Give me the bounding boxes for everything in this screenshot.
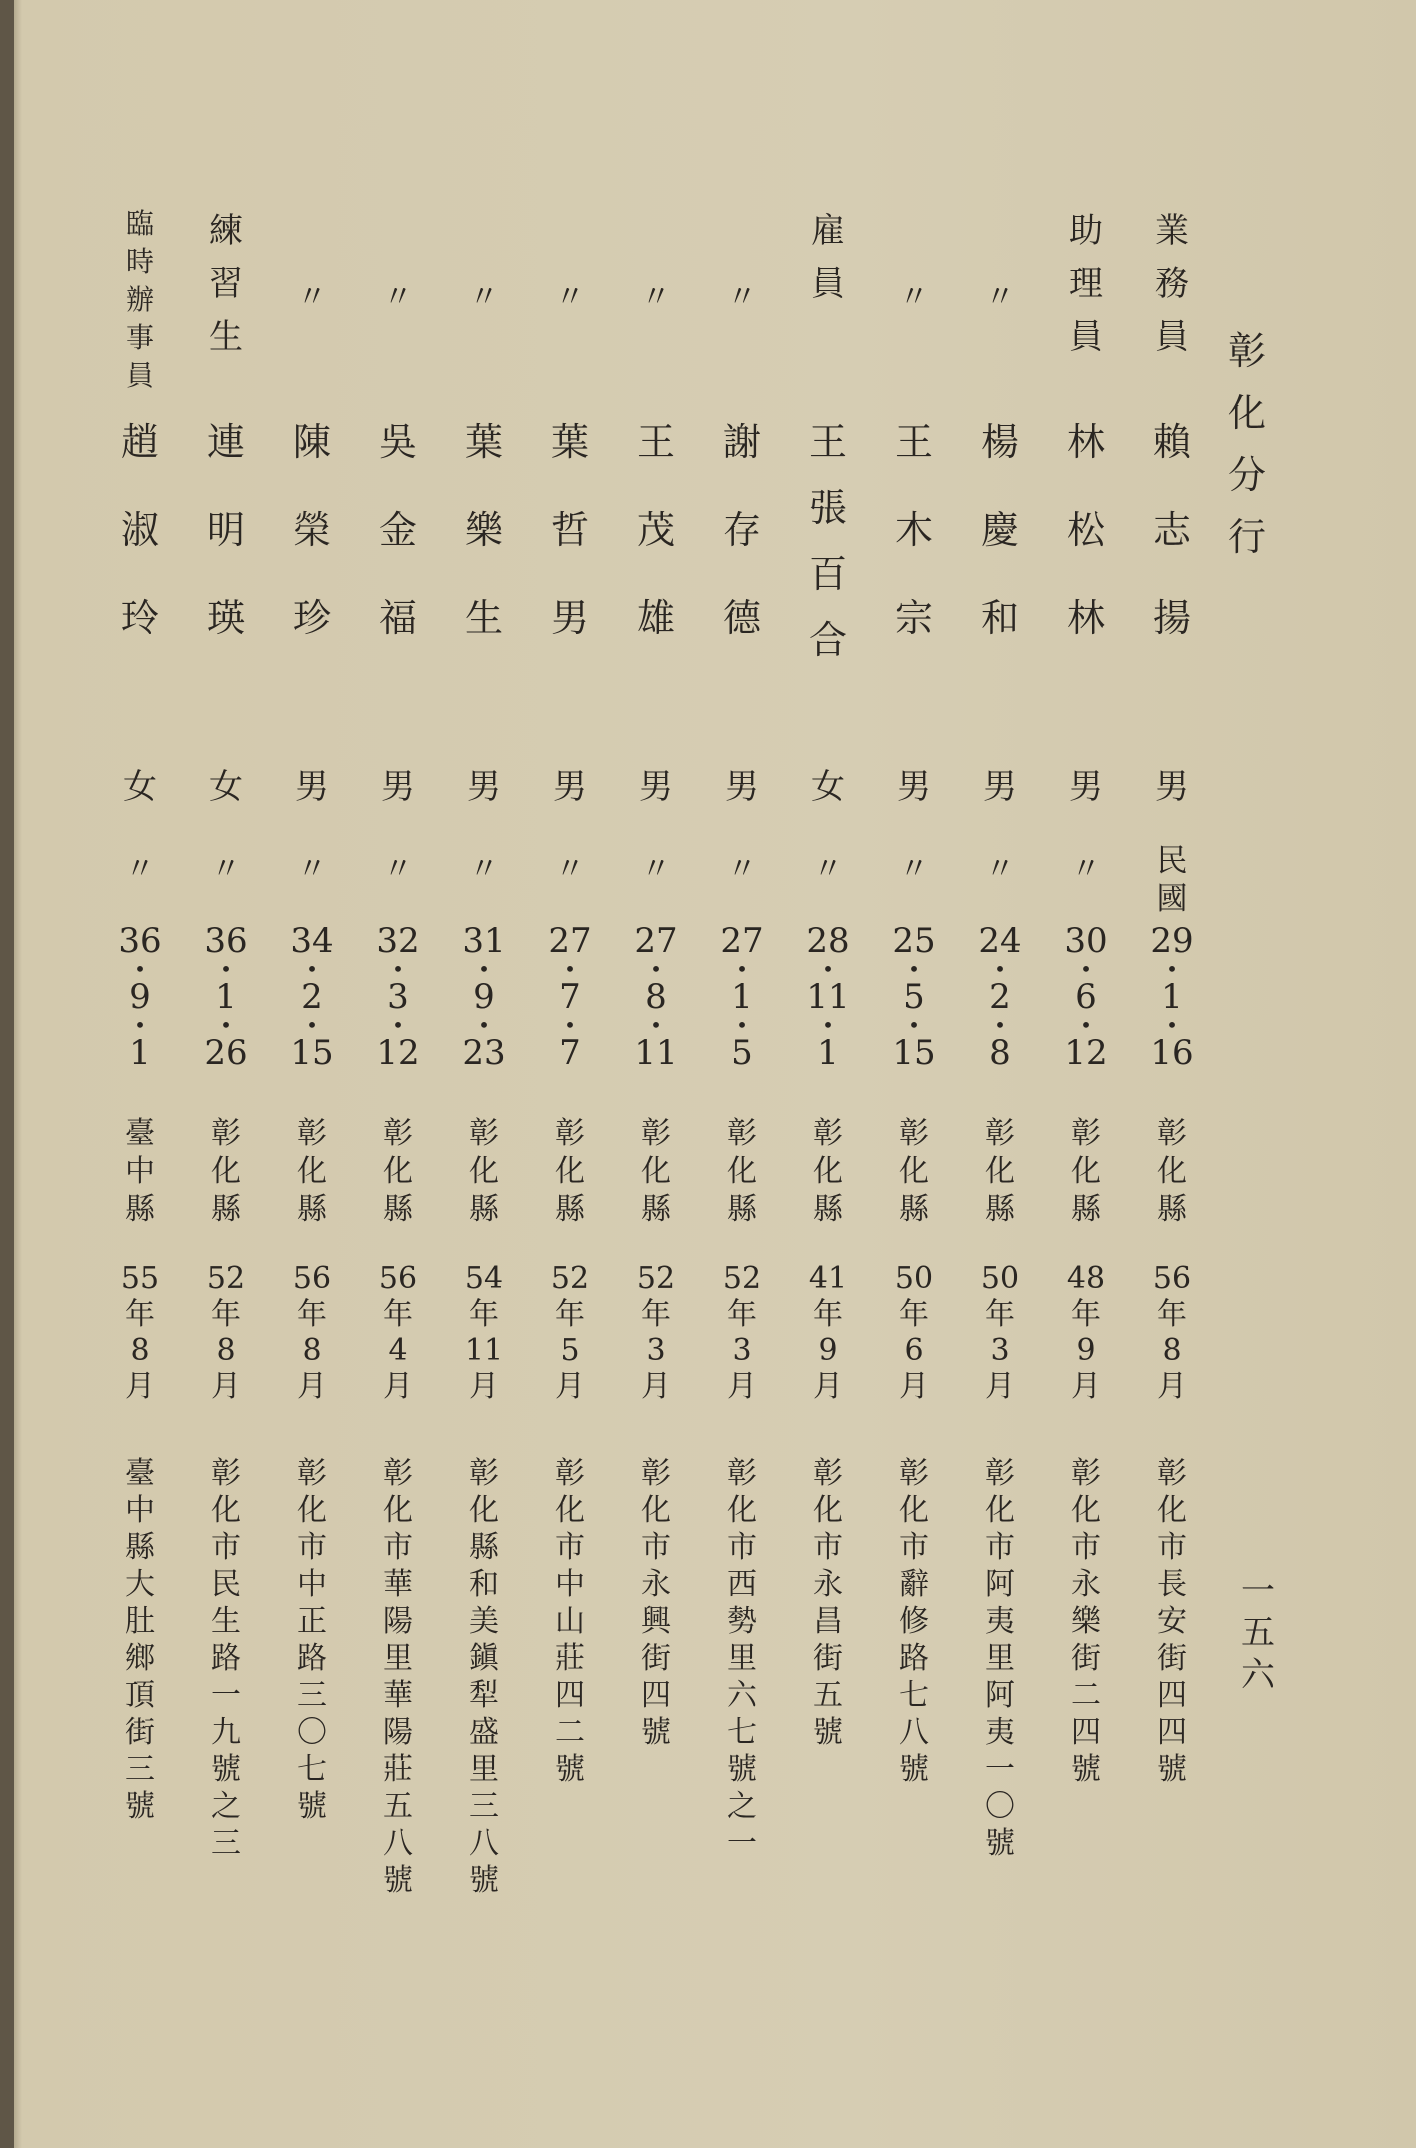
- hire-year: 56: [1152, 1261, 1192, 1296]
- month-unit: 月: [211, 1369, 241, 1404]
- date-separator: •: [478, 957, 490, 981]
- birth-date-part: 30: [1064, 921, 1108, 961]
- date-separator: •: [822, 957, 834, 981]
- hire-year: 52: [206, 1261, 246, 1296]
- staff-sex: 女: [123, 767, 157, 807]
- birth-date-part: 9: [473, 977, 495, 1017]
- date-separator: •: [908, 957, 920, 981]
- month-unit: 月: [727, 1369, 757, 1404]
- home-address: 彰 化 市 中 山 莊 四 二 號: [555, 1456, 585, 1787]
- hire-year: 50: [980, 1261, 1020, 1296]
- native-place: 臺 中 縣: [125, 1116, 155, 1227]
- year-unit: 年: [469, 1297, 499, 1332]
- birth-date-part: 26: [204, 1033, 248, 1073]
- staff-sex: 男: [1155, 767, 1189, 807]
- hire-year: 48: [1066, 1261, 1106, 1296]
- date-separator: •: [564, 957, 576, 981]
- year-unit: 年: [383, 1297, 413, 1332]
- dob-prefix: 〃: [1071, 852, 1101, 887]
- birth-date: [452, 920, 516, 1074]
- staff-sex: 男: [725, 767, 759, 807]
- hire-date: [366, 1262, 430, 1406]
- home-address: 彰 化 市 中 正 路 三 〇 七 號: [297, 1456, 327, 1824]
- roster-column: [280, 0, 344, 2148]
- home-address: 臺 中 縣 大 肚 鄉 頂 街 三 號: [125, 1456, 155, 1824]
- staff-sex: 男: [295, 767, 329, 807]
- hire-date: [538, 1262, 602, 1406]
- staff-sex: 男: [639, 767, 673, 807]
- staff-sex: 男: [467, 767, 501, 807]
- year-unit: 年: [555, 1297, 585, 1332]
- hire-date: [1054, 1262, 1118, 1406]
- roster-column: [1140, 0, 1204, 2148]
- hire-date: [710, 1262, 774, 1406]
- staff-title: 臨 時 辦 事 員: [125, 207, 154, 392]
- home-address: 彰 化 市 永 昌 街 五 號: [813, 1456, 843, 1750]
- birth-date-part: 11: [634, 1033, 678, 1073]
- birth-date: [1140, 920, 1204, 1074]
- home-address: 彰 化 市 華 陽 里 華 陽 莊 五 八 號: [383, 1456, 413, 1898]
- home-address: 彰 化 市 辭 修 路 七 八 號: [899, 1456, 929, 1787]
- staff-name: 葉 哲 男: [550, 420, 589, 640]
- roster-column: [624, 0, 688, 2148]
- staff-title: 〃: [899, 280, 929, 315]
- home-address: 彰 化 市 永 興 街 四 號: [641, 1456, 671, 1750]
- native-place: 彰 化 縣: [641, 1116, 671, 1227]
- birth-date: [796, 920, 860, 1074]
- dob-prefix: 〃: [211, 852, 241, 887]
- hire-year: 55: [120, 1261, 160, 1296]
- birth-date-part: 7: [559, 977, 581, 1017]
- roster-column: [538, 0, 602, 2148]
- birth-date-part: 27: [634, 921, 678, 961]
- native-place: 彰 化 縣: [985, 1116, 1015, 1227]
- birth-date: [108, 920, 172, 1074]
- birth-date-part: 1: [817, 1033, 839, 1073]
- month-unit: 月: [985, 1369, 1015, 1404]
- year-unit: 年: [1157, 1297, 1187, 1332]
- native-place: 彰 化 縣: [211, 1116, 241, 1227]
- birth-date-part: 31: [462, 921, 506, 961]
- dob-prefix: 〃: [985, 852, 1015, 887]
- birth-date: [624, 920, 688, 1074]
- date-separator: •: [134, 957, 146, 981]
- dob-prefix: 〃: [727, 852, 757, 887]
- birth-date: [538, 920, 602, 1074]
- date-separator: •: [822, 1013, 834, 1037]
- hire-year: 54: [464, 1261, 504, 1296]
- native-place: 彰 化 縣: [813, 1116, 843, 1227]
- birth-date-part: 7: [559, 1033, 581, 1073]
- month-unit: 月: [383, 1369, 413, 1404]
- roster-column: [882, 0, 946, 2148]
- staff-name: 王 張 百 合: [808, 420, 847, 662]
- staff-title: 〃: [727, 280, 757, 315]
- birth-date: [1054, 920, 1118, 1074]
- staff-title: 〃: [383, 280, 413, 315]
- hire-month: 11: [464, 1333, 504, 1368]
- month-unit: 月: [555, 1369, 585, 1404]
- staff-name: 楊 慶 和: [980, 420, 1019, 640]
- staff-title: 助 理 員: [1069, 211, 1103, 357]
- year-unit: 年: [727, 1297, 757, 1332]
- hire-date: [452, 1262, 516, 1406]
- staff-sex: 男: [897, 767, 931, 807]
- month-unit: 月: [813, 1369, 843, 1404]
- month-unit: 月: [469, 1369, 499, 1404]
- roster-column: [968, 0, 1032, 2148]
- roster-column: [366, 0, 430, 2148]
- native-place: 彰 化 縣: [727, 1116, 757, 1227]
- date-separator: •: [220, 957, 232, 981]
- birth-date: [882, 920, 946, 1074]
- birth-date-part: 9: [129, 977, 151, 1017]
- hire-date: [796, 1262, 860, 1406]
- birth-date-part: 11: [806, 977, 850, 1017]
- birth-date-part: 15: [892, 1033, 936, 1073]
- dob-prefix: 〃: [383, 852, 413, 887]
- hire-date: [882, 1262, 946, 1406]
- birth-date: [710, 920, 774, 1074]
- staff-title: 〃: [297, 280, 327, 315]
- date-separator: •: [1080, 957, 1092, 981]
- hire-date: [624, 1262, 688, 1406]
- birth-date-part: 1: [1161, 977, 1183, 1017]
- staff-sex: 女: [811, 767, 845, 807]
- birth-date-part: 1: [731, 977, 753, 1017]
- staff-name: 葉 樂 生: [464, 420, 503, 640]
- staff-title: 業 務 員: [1155, 211, 1189, 357]
- hire-year: 56: [292, 1261, 332, 1296]
- hire-month: 9: [1076, 1333, 1096, 1368]
- month-unit: 月: [125, 1369, 155, 1404]
- birth-date-part: 1: [215, 977, 237, 1017]
- birth-date-part: 36: [204, 921, 248, 961]
- hire-month: 3: [990, 1333, 1010, 1368]
- staff-name: 趙 淑 玲: [120, 420, 159, 640]
- hire-date: [280, 1262, 344, 1406]
- birth-date-part: 16: [1150, 1033, 1194, 1073]
- year-unit: 年: [899, 1297, 929, 1332]
- birth-date-part: 2: [301, 977, 323, 1017]
- hire-month: 8: [302, 1333, 322, 1368]
- birth-date-part: 2: [989, 977, 1011, 1017]
- month-unit: 月: [641, 1369, 671, 1404]
- hire-month: 8: [1162, 1333, 1182, 1368]
- birth-date-part: 5: [903, 977, 925, 1017]
- staff-name: 連 明 瑛: [206, 420, 245, 640]
- staff-sex: 女: [209, 767, 243, 807]
- staff-title: 練 習 生: [209, 211, 243, 357]
- hire-month: 9: [818, 1333, 838, 1368]
- birth-date-part: 12: [376, 1033, 420, 1073]
- native-place: 彰 化 縣: [1157, 1116, 1187, 1227]
- birth-date-part: 27: [720, 921, 764, 961]
- birth-date-part: 32: [376, 921, 420, 961]
- year-unit: 年: [985, 1297, 1015, 1332]
- hire-date: [968, 1262, 1032, 1406]
- birth-date: [194, 920, 258, 1074]
- month-unit: 月: [1157, 1369, 1187, 1404]
- staff-title: 雇 員: [811, 211, 845, 304]
- native-place: 彰 化 縣: [1071, 1116, 1101, 1227]
- hire-month: 6: [904, 1333, 924, 1368]
- date-separator: •: [1166, 957, 1178, 981]
- hire-month: 3: [646, 1333, 666, 1368]
- hire-year: 56: [378, 1261, 418, 1296]
- roster-column: [452, 0, 516, 2148]
- date-separator: •: [994, 957, 1006, 981]
- staff-name: 王 木 宗: [894, 420, 933, 640]
- roster-column: [108, 0, 172, 2148]
- year-unit: 年: [211, 1297, 241, 1332]
- date-separator: •: [1080, 1013, 1092, 1037]
- year-unit: 年: [1071, 1297, 1101, 1332]
- roster-column: [1054, 0, 1118, 2148]
- dob-prefix: 〃: [813, 852, 843, 887]
- date-separator: •: [392, 957, 404, 981]
- native-place: 彰 化 縣: [297, 1116, 327, 1227]
- date-separator: •: [564, 1013, 576, 1037]
- home-address: 彰 化 市 長 安 街 四 四 號: [1157, 1456, 1187, 1787]
- hire-date: [108, 1262, 172, 1406]
- birth-date-part: 23: [462, 1033, 506, 1073]
- dob-prefix: 〃: [297, 852, 327, 887]
- birth-date: [968, 920, 1032, 1074]
- staff-title: 〃: [641, 280, 671, 315]
- month-unit: 月: [1071, 1369, 1101, 1404]
- native-place: 彰 化 縣: [555, 1116, 585, 1227]
- birth-date-part: 8: [989, 1033, 1011, 1073]
- hire-year: 52: [636, 1261, 676, 1296]
- hire-month: 8: [130, 1333, 150, 1368]
- dob-prefix: 〃: [555, 852, 585, 887]
- hire-year: 52: [722, 1261, 762, 1296]
- staff-title: 〃: [555, 280, 585, 315]
- date-separator: •: [650, 957, 662, 981]
- dob-prefix: 〃: [641, 852, 671, 887]
- birth-date-part: 28: [806, 921, 850, 961]
- staff-name: 王 茂 雄: [636, 420, 675, 640]
- birth-date-part: 5: [731, 1033, 753, 1073]
- dob-prefix: 〃: [469, 852, 499, 887]
- roster-column: [710, 0, 774, 2148]
- birth-date: [280, 920, 344, 1074]
- staff-name: 吳 金 福: [378, 420, 417, 640]
- hire-year: 50: [894, 1261, 934, 1296]
- home-address: 彰 化 市 西 勢 里 六 七 號 之 一: [727, 1456, 757, 1861]
- staff-sex: 男: [553, 767, 587, 807]
- birth-date-part: 3: [387, 977, 409, 1017]
- hire-year: 52: [550, 1261, 590, 1296]
- date-separator: •: [736, 957, 748, 981]
- date-separator: •: [478, 1013, 490, 1037]
- home-address: 彰 化 縣 和 美 鎭 犁 盛 里 三 八 號: [469, 1456, 499, 1898]
- hire-year: 41: [808, 1261, 848, 1296]
- staff-name: 陳 榮 珍: [292, 420, 331, 640]
- dob-prefix: 〃: [125, 852, 155, 887]
- month-unit: 月: [297, 1369, 327, 1404]
- date-separator: •: [736, 1013, 748, 1037]
- year-unit: 年: [125, 1297, 155, 1332]
- date-separator: •: [134, 1013, 146, 1037]
- date-separator: •: [392, 1013, 404, 1037]
- date-separator: •: [306, 1013, 318, 1037]
- staff-sex: 男: [1069, 767, 1103, 807]
- staff-name: 謝 存 德: [722, 420, 761, 640]
- birth-date-part: 29: [1150, 921, 1194, 961]
- birth-date-part: 27: [548, 921, 592, 961]
- birth-date-part: 12: [1064, 1033, 1108, 1073]
- roster-column: [796, 0, 860, 2148]
- birth-date-part: 36: [118, 921, 162, 961]
- birth-date-part: 8: [645, 977, 667, 1017]
- page-number: 一 五 六: [1241, 1571, 1275, 1695]
- hire-month: 8: [216, 1333, 236, 1368]
- native-place: 彰 化 縣: [899, 1116, 929, 1227]
- staff-title: 〃: [985, 280, 1015, 315]
- birth-date-part: 34: [290, 921, 334, 961]
- date-separator: •: [650, 1013, 662, 1037]
- book-spine-shadow: [0, 0, 14, 2148]
- date-separator: •: [306, 957, 318, 981]
- staff-sex: 男: [381, 767, 415, 807]
- hire-month: 4: [388, 1333, 408, 1368]
- year-unit: 年: [813, 1297, 843, 1332]
- birth-date-part: 6: [1075, 977, 1097, 1017]
- section-title: 彰 化 分 行: [1227, 329, 1266, 559]
- birth-date-part: 1: [129, 1033, 151, 1073]
- birth-date: [366, 920, 430, 1074]
- hire-month: 3: [732, 1333, 752, 1368]
- birth-date-part: 15: [290, 1033, 334, 1073]
- staff-name: 林 松 林: [1066, 420, 1105, 640]
- home-address: 彰 化 市 永 樂 街 二 四 號: [1071, 1456, 1101, 1787]
- home-address: 彰 化 市 民 生 路 一 九 號 之 三: [211, 1456, 241, 1861]
- birth-date-part: 25: [892, 921, 936, 961]
- staff-sex: 男: [983, 767, 1017, 807]
- hire-date: [1140, 1262, 1204, 1406]
- hire-month: 5: [560, 1333, 580, 1368]
- home-address: 彰 化 市 阿 夷 里 阿 夷 一 〇 號: [985, 1456, 1015, 1861]
- date-separator: •: [220, 1013, 232, 1037]
- year-unit: 年: [641, 1297, 671, 1332]
- roster-column: [194, 0, 258, 2148]
- birth-date-part: 24: [978, 921, 1022, 961]
- hire-date: [194, 1262, 258, 1406]
- date-separator: •: [908, 1013, 920, 1037]
- native-place: 彰 化 縣: [383, 1116, 413, 1227]
- staff-name: 賴 志 揚: [1152, 420, 1191, 640]
- dob-prefix: 民 國: [1156, 843, 1188, 917]
- date-separator: •: [994, 1013, 1006, 1037]
- month-unit: 月: [899, 1369, 929, 1404]
- staff-title: 〃: [469, 280, 499, 315]
- date-separator: •: [1166, 1013, 1178, 1037]
- native-place: 彰 化 縣: [469, 1116, 499, 1227]
- dob-prefix: 〃: [899, 852, 929, 887]
- year-unit: 年: [297, 1297, 327, 1332]
